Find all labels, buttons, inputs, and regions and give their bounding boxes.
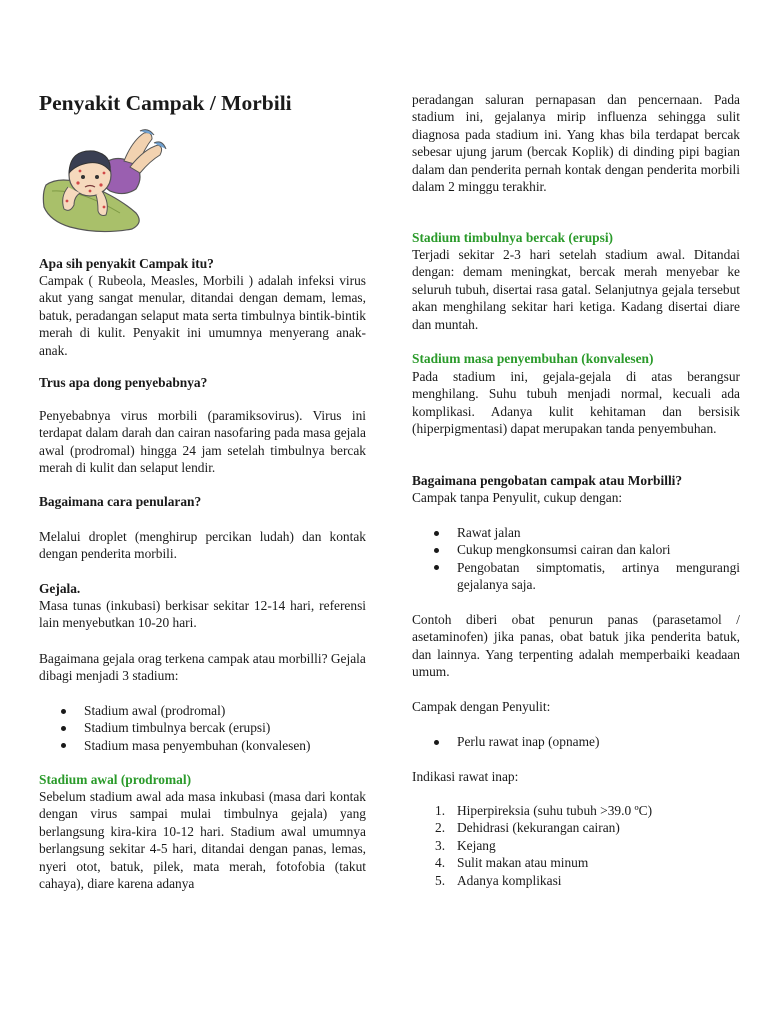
list-item: Stadium masa penyembuhan (konvalesen) — [39, 737, 366, 754]
list-item: Rawat jalan — [412, 524, 740, 541]
list-number: 1. — [435, 803, 446, 818]
list-item — [412, 802, 740, 819]
paragraph: peradangan saluran pernapasan dan pencernaan. Pada stadium ini, gejalanya mirip influenza sehingga sulit diagnosa pada stadium ini. Yang khas bila terdapat bercak sebesar ujung jarum (bercak Koplik) di dinding pipi bagian dalam dan penderita pernah kontak dengan penderita morbili dalam 2 minggu terakhir. — [412, 92, 740, 195]
list-item: Stadium timbulnya bercak (erupsi) — [39, 719, 366, 736]
paragraph: Contoh diberi obat penurun panas (parasetamol / asetaminofen) jika panas, obat batuk jika penderita batuk, dan lainnya. Yang terpenting adalah memperbaiki keadaan umum. — [412, 612, 740, 680]
section-heading: Apa sih penyakit Campak itu? — [39, 256, 214, 271]
list-number: 2. — [435, 820, 446, 836]
list-text: Adanya komplikasi — [457, 872, 562, 888]
paragraph: Campak ( Rubeola, Measles, Morbili ) adalah infeksi virus akut yang sangat menular, ditandai dengan demam, lemas, batuk, peradangan selaput mata serta timbulnya bintik-bintik merah di kulit. Penyakit ini umumnya menyerang anak-anak. — [39, 273, 366, 358]
list-item: Pengobatan simptomatis, artinya mengurangi gejalanya saja. — [412, 559, 740, 594]
treatment-list — [412, 524, 740, 594]
list-number: 3. — [435, 837, 446, 853]
list-text: Hiperpireksia (suhu tubuh >39.0 ºC) — [457, 803, 653, 818]
section-heading: Gejala. — [39, 581, 81, 596]
list-item — [412, 872, 740, 889]
list-item — [412, 819, 740, 836]
paragraph: Penyebabnya virus morbili (paramiksovirus). Virus ini terdapat dalam darah dan cairan nasofaring pada masa gejala awal (prodromal) hingga 24 jam setelah timbulnya bercak merah di kulit dan selaput lendir. — [39, 408, 366, 476]
paragraph: Indikasi rawat inap: — [412, 769, 519, 784]
paragraph: Melalui droplet (menghirup percikan ludah) dan kontak dengan penderita morbili. — [39, 529, 366, 562]
list-text: Kejang — [457, 837, 496, 853]
list-item — [412, 854, 740, 871]
section-heading: Bagaimana cara penularan? — [39, 494, 202, 509]
sick-child-illustration — [40, 127, 180, 235]
list-item: Perlu rawat inap (opname) — [412, 733, 740, 750]
section-heading: Bagaimana pengobatan campak atau Morbilli? — [412, 473, 683, 488]
paragraph: Terjadi sekitar 2-3 hari setelah stadium awal. Ditandai dengan: demam meningkat, bercak merah menyebar ke seluruh tubuh, disertai rasa gatal. Selanjutnya gejala tersebut akan menghilang sekitar hari ketiga. Kadang disertai diare dan muntah. — [412, 247, 740, 332]
paragraph: Masa tunas (inkubasi) berkisar sekitar 12-14 hari, referensi lain menyebutkan 10-20 hari. — [39, 598, 366, 631]
list-number: 5. — [435, 872, 446, 888]
section-heading: Trus apa dong penyebabnya? — [39, 375, 208, 390]
list-item — [412, 837, 740, 854]
list-number: 4. — [435, 855, 446, 871]
list-text: Dehidrasi (kekurangan cairan) — [457, 820, 620, 836]
paragraph: Pada stadium ini, gejala-gejala di atas berangsur menghilang. Suhu tubuh menjadi normal, kecuali ada komplikasi. Adanya kulit kehitaman dan bersisik (hiperpigmentasi) dapat merupakan tanda penyembuhan. — [412, 369, 740, 437]
stadium-heading: Stadium timbulnya bercak (erupsi) — [412, 230, 614, 245]
paragraph: Campak tanpa Penyulit, cukup dengan: — [412, 490, 623, 505]
stadium-list — [39, 702, 366, 754]
list-item: Stadium awal (prodromal) — [39, 702, 366, 719]
page-title: Penyakit Campak / Morbili — [39, 91, 292, 115]
paragraph: Campak dengan Penyulit: — [412, 699, 551, 714]
list-text: Sulit makan atau minum — [457, 855, 589, 871]
paragraph: Sebelum stadium awal ada masa inkubasi (masa dari kontak dengan virus sampai mulai timbulnya gejala) yang berlangsung kira-kira 10-12 hari. Stadium awal umumnya berlangsung sekitar 4-5 hari, ditandai dengan panas, lemas, nyeri otot, batuk, pilek, mata merah, fotofobia (takut cahaya), diare karena adanya — [39, 789, 366, 892]
penyulit-list — [412, 733, 740, 750]
list-item: Cukup mengkonsumsi cairan dan kalori — [412, 541, 740, 558]
paragraph: Bagaimana gejala orag terkena campak atau morbilli? Gejala dibagi menjadi 3 stadium: — [39, 651, 366, 684]
indikasi-list — [412, 802, 740, 889]
stadium-heading: Stadium masa penyembuhan (konvalesen) — [412, 351, 654, 366]
stadium-heading: Stadium awal (prodromal) — [39, 772, 192, 787]
